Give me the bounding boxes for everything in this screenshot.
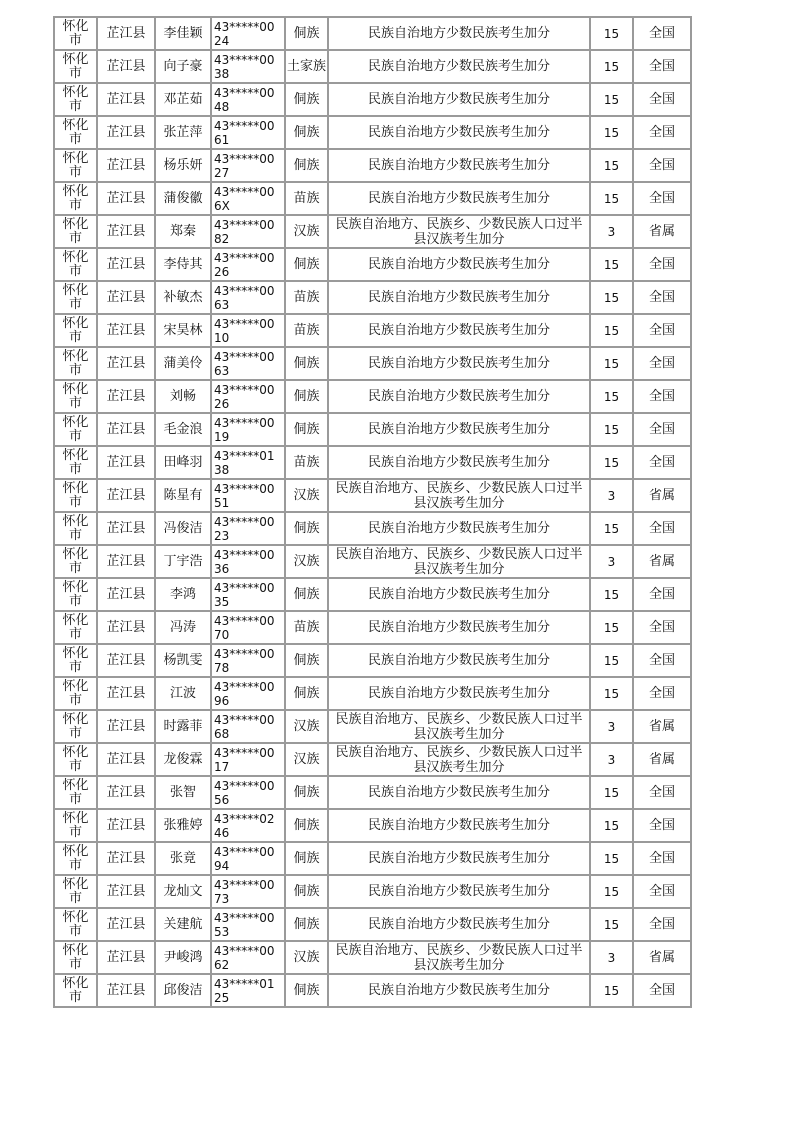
id-number-cell: 43*****0036: [211, 545, 285, 578]
bonus-policy-cell: 民族自治地方少数民族考生加分: [328, 380, 590, 413]
city-cell: 怀化市: [54, 479, 97, 512]
table-row: [54, 149, 691, 182]
id-number-cell: 43*****0062: [211, 941, 285, 974]
validity-scope-cell: 全国: [633, 17, 691, 50]
id-number-cell: 43*****0082: [211, 215, 285, 248]
table-row: [54, 116, 691, 149]
county-cell: 芷江县: [97, 149, 155, 182]
candidate-name-cell: 杨凯雯: [155, 644, 211, 677]
candidate-name-cell: 李侍其: [155, 248, 211, 281]
county-cell: 芷江县: [97, 479, 155, 512]
candidate-name-cell: 冯涛: [155, 611, 211, 644]
city-cell: 怀化市: [54, 908, 97, 941]
bonus-points-cell: 15: [590, 50, 633, 83]
ethnicity-cell: 苗族: [285, 281, 328, 314]
city-cell: 怀化市: [54, 545, 97, 578]
ethnicity-cell: 侗族: [285, 578, 328, 611]
table-row: [54, 380, 691, 413]
county-cell: 芷江县: [97, 314, 155, 347]
table-row: [54, 281, 691, 314]
bonus-points-cell: 15: [590, 17, 633, 50]
validity-scope-cell: 全国: [633, 644, 691, 677]
county-cell: 芷江县: [97, 611, 155, 644]
county-cell: 芷江县: [97, 116, 155, 149]
bonus-points-table: [53, 16, 692, 1008]
candidate-name-cell: 田峰羽: [155, 446, 211, 479]
candidate-name-cell: 时露菲: [155, 710, 211, 743]
table-row: [54, 941, 691, 974]
ethnicity-cell: 侗族: [285, 248, 328, 281]
city-cell: 怀化市: [54, 17, 97, 50]
validity-scope-cell: 全国: [633, 974, 691, 1007]
bonus-policy-cell: 民族自治地方少数民族考生加分: [328, 83, 590, 116]
city-cell: 怀化市: [54, 941, 97, 974]
validity-scope-cell: 全国: [633, 512, 691, 545]
bonus-policy-cell: 民族自治地方少数民族考生加分: [328, 182, 590, 215]
ethnicity-cell: 侗族: [285, 974, 328, 1007]
validity-scope-cell: 全国: [633, 347, 691, 380]
bonus-points-cell: 3: [590, 710, 633, 743]
county-cell: 芷江县: [97, 677, 155, 710]
ethnicity-cell: 侗族: [285, 347, 328, 380]
bonus-points-cell: 15: [590, 446, 633, 479]
ethnicity-cell: 苗族: [285, 182, 328, 215]
candidate-name-cell: 宋昊林: [155, 314, 211, 347]
bonus-policy-cell: 民族自治地方少数民族考生加分: [328, 446, 590, 479]
city-cell: 怀化市: [54, 314, 97, 347]
validity-scope-cell: 全国: [633, 842, 691, 875]
candidate-name-cell: 张雅婷: [155, 809, 211, 842]
bonus-policy-cell: 民族自治地方少数民族考生加分: [328, 974, 590, 1007]
candidate-name-cell: 杨乐妍: [155, 149, 211, 182]
table-row: [54, 17, 691, 50]
bonus-policy-cell: 民族自治地方、民族乡、少数民族人口过半县汉族考生加分: [328, 743, 590, 776]
candidate-name-cell: 郑秦: [155, 215, 211, 248]
candidate-name-cell: 尹峻鸿: [155, 941, 211, 974]
county-cell: 芷江县: [97, 578, 155, 611]
ethnicity-cell: 侗族: [285, 512, 328, 545]
validity-scope-cell: 省属: [633, 215, 691, 248]
bonus-policy-cell: 民族自治地方少数民族考生加分: [328, 578, 590, 611]
city-cell: 怀化市: [54, 116, 97, 149]
ethnicity-cell: 侗族: [285, 908, 328, 941]
validity-scope-cell: 全国: [633, 248, 691, 281]
bonus-points-cell: 15: [590, 347, 633, 380]
validity-scope-cell: 全国: [633, 281, 691, 314]
ethnicity-cell: 土家族: [285, 50, 328, 83]
candidate-name-cell: 张智: [155, 776, 211, 809]
table-row: [54, 545, 691, 578]
bonus-points-cell: 3: [590, 215, 633, 248]
city-cell: 怀化市: [54, 347, 97, 380]
table-row: [54, 974, 691, 1007]
bonus-policy-cell: 民族自治地方少数民族考生加分: [328, 644, 590, 677]
table-row: [54, 83, 691, 116]
candidate-name-cell: 邓芷茹: [155, 83, 211, 116]
candidate-name-cell: 刘畅: [155, 380, 211, 413]
ethnicity-cell: 汉族: [285, 941, 328, 974]
bonus-points-cell: 15: [590, 413, 633, 446]
county-cell: 芷江县: [97, 248, 155, 281]
bonus-policy-cell: 民族自治地方少数民族考生加分: [328, 512, 590, 545]
candidate-name-cell: 江波: [155, 677, 211, 710]
city-cell: 怀化市: [54, 776, 97, 809]
ethnicity-cell: 侗族: [285, 149, 328, 182]
id-number-cell: 43*****0053: [211, 908, 285, 941]
id-number-cell: 43*****0094: [211, 842, 285, 875]
id-number-cell: 43*****0125: [211, 974, 285, 1007]
table-row: [54, 842, 691, 875]
ethnicity-cell: 汉族: [285, 710, 328, 743]
id-number-cell: 43*****0017: [211, 743, 285, 776]
table-row: [54, 248, 691, 281]
bonus-policy-cell: 民族自治地方少数民族考生加分: [328, 842, 590, 875]
bonus-points-cell: 15: [590, 83, 633, 116]
bonus-points-cell: 15: [590, 611, 633, 644]
ethnicity-cell: 侗族: [285, 677, 328, 710]
table-row: [54, 611, 691, 644]
bonus-points-cell: 15: [590, 281, 633, 314]
bonus-points-cell: 15: [590, 842, 633, 875]
ethnicity-cell: 侗族: [285, 875, 328, 908]
bonus-points-cell: 3: [590, 743, 633, 776]
county-cell: 芷江县: [97, 17, 155, 50]
candidate-name-cell: 冯俊洁: [155, 512, 211, 545]
bonus-policy-cell: 民族自治地方、民族乡、少数民族人口过半县汉族考生加分: [328, 710, 590, 743]
county-cell: 芷江县: [97, 347, 155, 380]
id-number-cell: 43*****0023: [211, 512, 285, 545]
id-number-cell: 43*****0048: [211, 83, 285, 116]
table-row: [54, 908, 691, 941]
city-cell: 怀化市: [54, 875, 97, 908]
bonus-points-cell: 15: [590, 116, 633, 149]
candidate-name-cell: 邱俊洁: [155, 974, 211, 1007]
bonus-points-cell: 15: [590, 149, 633, 182]
bonus-points-cell: 15: [590, 809, 633, 842]
bonus-policy-cell: 民族自治地方少数民族考生加分: [328, 281, 590, 314]
candidate-name-cell: 龙灿文: [155, 875, 211, 908]
table-row: [54, 347, 691, 380]
county-cell: 芷江县: [97, 710, 155, 743]
validity-scope-cell: 全国: [633, 83, 691, 116]
validity-scope-cell: 全国: [633, 776, 691, 809]
validity-scope-cell: 全国: [633, 446, 691, 479]
county-cell: 芷江县: [97, 842, 155, 875]
id-number-cell: 43*****0061: [211, 116, 285, 149]
bonus-policy-cell: 民族自治地方少数民族考生加分: [328, 116, 590, 149]
table-row: [54, 644, 691, 677]
city-cell: 怀化市: [54, 578, 97, 611]
candidate-name-cell: 丁宇浩: [155, 545, 211, 578]
table-row: [54, 479, 691, 512]
bonus-policy-cell: 民族自治地方、民族乡、少数民族人口过半县汉族考生加分: [328, 215, 590, 248]
validity-scope-cell: 全国: [633, 611, 691, 644]
bonus-policy-cell: 民族自治地方少数民族考生加分: [328, 17, 590, 50]
bonus-points-cell: 15: [590, 776, 633, 809]
bonus-points-cell: 15: [590, 578, 633, 611]
table-row: [54, 710, 691, 743]
city-cell: 怀化市: [54, 677, 97, 710]
table-row: [54, 875, 691, 908]
bonus-policy-cell: 民族自治地方少数民族考生加分: [328, 611, 590, 644]
bonus-policy-cell: 民族自治地方少数民族考生加分: [328, 809, 590, 842]
bonus-policy-cell: 民族自治地方、民族乡、少数民族人口过半县汉族考生加分: [328, 479, 590, 512]
bonus-policy-cell: 民族自治地方少数民族考生加分: [328, 248, 590, 281]
county-cell: 芷江县: [97, 941, 155, 974]
table-row: [54, 743, 691, 776]
bonus-policy-cell: 民族自治地方少数民族考生加分: [328, 413, 590, 446]
ethnicity-cell: 汉族: [285, 215, 328, 248]
bonus-policy-cell: 民族自治地方少数民族考生加分: [328, 875, 590, 908]
id-number-cell: 43*****0010: [211, 314, 285, 347]
city-cell: 怀化市: [54, 83, 97, 116]
city-cell: 怀化市: [54, 842, 97, 875]
city-cell: 怀化市: [54, 512, 97, 545]
id-number-cell: 43*****0068: [211, 710, 285, 743]
table-row: [54, 776, 691, 809]
county-cell: 芷江县: [97, 743, 155, 776]
bonus-points-cell: 15: [590, 248, 633, 281]
candidate-name-cell: 李鸿: [155, 578, 211, 611]
candidate-name-cell: 张竟: [155, 842, 211, 875]
ethnicity-cell: 侗族: [285, 809, 328, 842]
document-page: [53, 16, 690, 1008]
candidate-name-cell: 补敏杰: [155, 281, 211, 314]
ethnicity-cell: 侗族: [285, 116, 328, 149]
bonus-policy-cell: 民族自治地方少数民族考生加分: [328, 149, 590, 182]
city-cell: 怀化市: [54, 809, 97, 842]
id-number-cell: 43*****0070: [211, 611, 285, 644]
validity-scope-cell: 全国: [633, 908, 691, 941]
city-cell: 怀化市: [54, 281, 97, 314]
bonus-policy-cell: 民族自治地方少数民族考生加分: [328, 347, 590, 380]
bonus-policy-cell: 民族自治地方少数民族考生加分: [328, 908, 590, 941]
city-cell: 怀化市: [54, 149, 97, 182]
bonus-points-cell: 15: [590, 644, 633, 677]
bonus-points-cell: 3: [590, 479, 633, 512]
id-number-cell: 43*****006X: [211, 182, 285, 215]
county-cell: 芷江县: [97, 446, 155, 479]
bonus-points-cell: 15: [590, 182, 633, 215]
county-cell: 芷江县: [97, 83, 155, 116]
city-cell: 怀化市: [54, 974, 97, 1007]
id-number-cell: 43*****0038: [211, 50, 285, 83]
candidate-name-cell: 蒲俊徽: [155, 182, 211, 215]
id-number-cell: 43*****0096: [211, 677, 285, 710]
validity-scope-cell: 全国: [633, 314, 691, 347]
id-number-cell: 43*****0024: [211, 17, 285, 50]
id-number-cell: 43*****0035: [211, 578, 285, 611]
city-cell: 怀化市: [54, 380, 97, 413]
validity-scope-cell: 全国: [633, 149, 691, 182]
validity-scope-cell: 全国: [633, 413, 691, 446]
city-cell: 怀化市: [54, 182, 97, 215]
validity-scope-cell: 全国: [633, 116, 691, 149]
county-cell: 芷江县: [97, 512, 155, 545]
candidate-name-cell: 毛金浪: [155, 413, 211, 446]
city-cell: 怀化市: [54, 644, 97, 677]
validity-scope-cell: 全国: [633, 875, 691, 908]
county-cell: 芷江县: [97, 644, 155, 677]
id-number-cell: 43*****0138: [211, 446, 285, 479]
ethnicity-cell: 汉族: [285, 479, 328, 512]
bonus-points-cell: 3: [590, 545, 633, 578]
candidate-name-cell: 蒲美伶: [155, 347, 211, 380]
county-cell: 芷江县: [97, 809, 155, 842]
city-cell: 怀化市: [54, 710, 97, 743]
candidate-name-cell: 关建航: [155, 908, 211, 941]
bonus-points-cell: 15: [590, 875, 633, 908]
city-cell: 怀化市: [54, 50, 97, 83]
ethnicity-cell: 侗族: [285, 776, 328, 809]
validity-scope-cell: 全国: [633, 380, 691, 413]
bonus-points-cell: 15: [590, 380, 633, 413]
county-cell: 芷江县: [97, 215, 155, 248]
county-cell: 芷江县: [97, 545, 155, 578]
city-cell: 怀化市: [54, 611, 97, 644]
id-number-cell: 43*****0056: [211, 776, 285, 809]
bonus-policy-cell: 民族自治地方少数民族考生加分: [328, 776, 590, 809]
ethnicity-cell: 汉族: [285, 545, 328, 578]
id-number-cell: 43*****0073: [211, 875, 285, 908]
bonus-points-cell: 15: [590, 512, 633, 545]
city-cell: 怀化市: [54, 446, 97, 479]
city-cell: 怀化市: [54, 743, 97, 776]
bonus-points-cell: 15: [590, 677, 633, 710]
table-row: [54, 446, 691, 479]
county-cell: 芷江县: [97, 413, 155, 446]
bonus-policy-cell: 民族自治地方、民族乡、少数民族人口过半县汉族考生加分: [328, 941, 590, 974]
candidate-name-cell: 向子豪: [155, 50, 211, 83]
bonus-points-cell: 15: [590, 314, 633, 347]
id-number-cell: 43*****0063: [211, 281, 285, 314]
city-cell: 怀化市: [54, 248, 97, 281]
ethnicity-cell: 苗族: [285, 611, 328, 644]
bonus-points-cell: 15: [590, 908, 633, 941]
candidate-name-cell: 李佳颖: [155, 17, 211, 50]
id-number-cell: 43*****0026: [211, 248, 285, 281]
validity-scope-cell: 全国: [633, 182, 691, 215]
id-number-cell: 43*****0063: [211, 347, 285, 380]
validity-scope-cell: 省属: [633, 479, 691, 512]
county-cell: 芷江县: [97, 182, 155, 215]
bonus-points-cell: 3: [590, 941, 633, 974]
ethnicity-cell: 侗族: [285, 83, 328, 116]
validity-scope-cell: 省属: [633, 710, 691, 743]
county-cell: 芷江县: [97, 908, 155, 941]
city-cell: 怀化市: [54, 215, 97, 248]
ethnicity-cell: 苗族: [285, 314, 328, 347]
ethnicity-cell: 汉族: [285, 743, 328, 776]
validity-scope-cell: 省属: [633, 545, 691, 578]
candidate-name-cell: 陈星有: [155, 479, 211, 512]
table-row: [54, 512, 691, 545]
county-cell: 芷江县: [97, 974, 155, 1007]
county-cell: 芷江县: [97, 281, 155, 314]
county-cell: 芷江县: [97, 875, 155, 908]
validity-scope-cell: 全国: [633, 677, 691, 710]
id-number-cell: 43*****0246: [211, 809, 285, 842]
validity-scope-cell: 全国: [633, 578, 691, 611]
ethnicity-cell: 侗族: [285, 380, 328, 413]
id-number-cell: 43*****0078: [211, 644, 285, 677]
county-cell: 芷江县: [97, 776, 155, 809]
ethnicity-cell: 侗族: [285, 17, 328, 50]
validity-scope-cell: 全国: [633, 809, 691, 842]
ethnicity-cell: 苗族: [285, 446, 328, 479]
id-number-cell: 43*****0027: [211, 149, 285, 182]
table-row: [54, 578, 691, 611]
table-row: [54, 413, 691, 446]
ethnicity-cell: 侗族: [285, 413, 328, 446]
bonus-points-cell: 15: [590, 974, 633, 1007]
city-cell: 怀化市: [54, 413, 97, 446]
candidate-name-cell: 张芷萍: [155, 116, 211, 149]
table-body: [54, 17, 691, 1007]
validity-scope-cell: 省属: [633, 743, 691, 776]
id-number-cell: 43*****0019: [211, 413, 285, 446]
county-cell: 芷江县: [97, 50, 155, 83]
bonus-policy-cell: 民族自治地方少数民族考生加分: [328, 50, 590, 83]
ethnicity-cell: 侗族: [285, 842, 328, 875]
table-row: [54, 314, 691, 347]
table-row: [54, 182, 691, 215]
id-number-cell: 43*****0026: [211, 380, 285, 413]
table-row: [54, 677, 691, 710]
table-row: [54, 809, 691, 842]
bonus-policy-cell: 民族自治地方、民族乡、少数民族人口过半县汉族考生加分: [328, 545, 590, 578]
county-cell: 芷江县: [97, 380, 155, 413]
id-number-cell: 43*****0051: [211, 479, 285, 512]
candidate-name-cell: 龙俊霖: [155, 743, 211, 776]
ethnicity-cell: 侗族: [285, 644, 328, 677]
validity-scope-cell: 全国: [633, 50, 691, 83]
table-row: [54, 50, 691, 83]
table-row: [54, 215, 691, 248]
bonus-policy-cell: 民族自治地方少数民族考生加分: [328, 314, 590, 347]
bonus-policy-cell: 民族自治地方少数民族考生加分: [328, 677, 590, 710]
validity-scope-cell: 省属: [633, 941, 691, 974]
